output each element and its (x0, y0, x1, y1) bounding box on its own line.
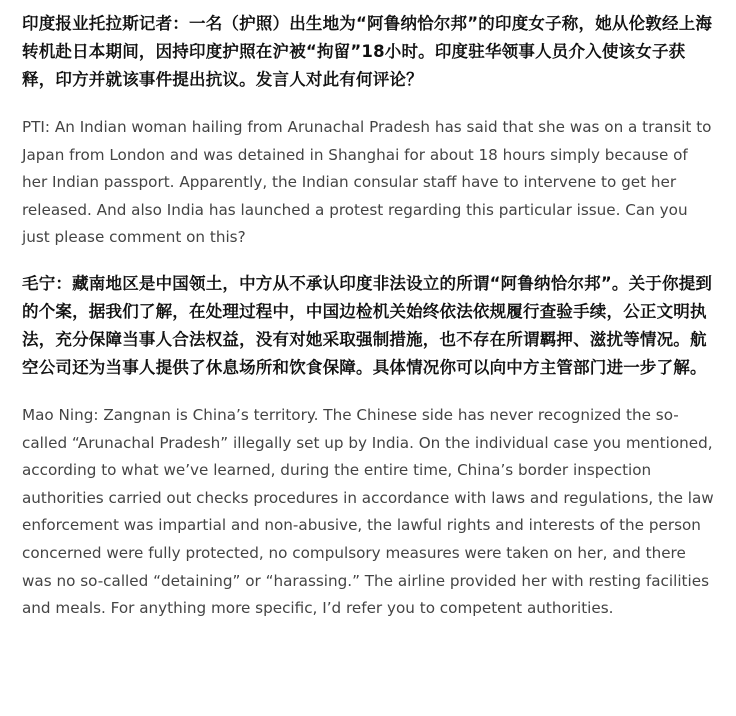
answer-english-paragraph: Mao Ning: Zangnan is China’s territory. The Chinese side has never recognized the so-called “Arunachal Pradesh” illegally set up by India. On the individual case you mentioned, according to what we’ve learned, during the entire time, China’s border inspection authorities carried out checks procedures in accordance with laws and regulations, the law enforcement was impartial and non-abusive, the lawful rights and interests of the person concerned were fully protected, no compulsory measures were taken on her, and there was no so-called “detaining” or “harassing.” The airline provided her with resting facilities and meals. For anything more specific, I’d refer you to competent authorities. (22, 405, 714, 618)
question-chinese-paragraph: 印度报业托拉斯记者：一名（护照）出生地为“阿鲁纳恰尔邦”的印度女子称，她从伦敦经上海转机赴日本期间，因持印度护照在沪被“拘留”18小时。印度驻华领事人员介入使该女子获释，印方并就该事件提出抗议。发言人对此有何评论？ (22, 14, 713, 89)
paragraph-spacer (22, 252, 716, 270)
answer-chinese-paragraph: 毛宁：藏南地区是中国领土，中方从不承认印度非法设立的所谓“阿鲁纳恰尔邦”。关于你提到的个案，据我们了解，在处理过程中，中国边检机关始终依法依规履行查验手续，公正文明执法，充分保障当事人合法权益，没有对她采取强制措施，也不存在所谓羁押、滋扰等情况。航空公司还为当事人提供了休息场所和饮食保障。具体情况你可以向中方主管部门进一步了解。 (22, 273, 713, 377)
paragraph-spacer (22, 382, 716, 402)
question-english-paragraph: PTI: An Indian woman hailing from Arunachal Pradesh has said that she was on a transit to Japan from London and was detained in Shanghai for about 18 hours simply because of her Indian passport. Apparently, the Indian consular staff have to intervene to get her released. And also India has launched a protest regarding this particular issue. Can you just please comment on this? (22, 118, 712, 247)
paragraph-spacer (22, 94, 716, 114)
transcript-article (22, 10, 716, 623)
